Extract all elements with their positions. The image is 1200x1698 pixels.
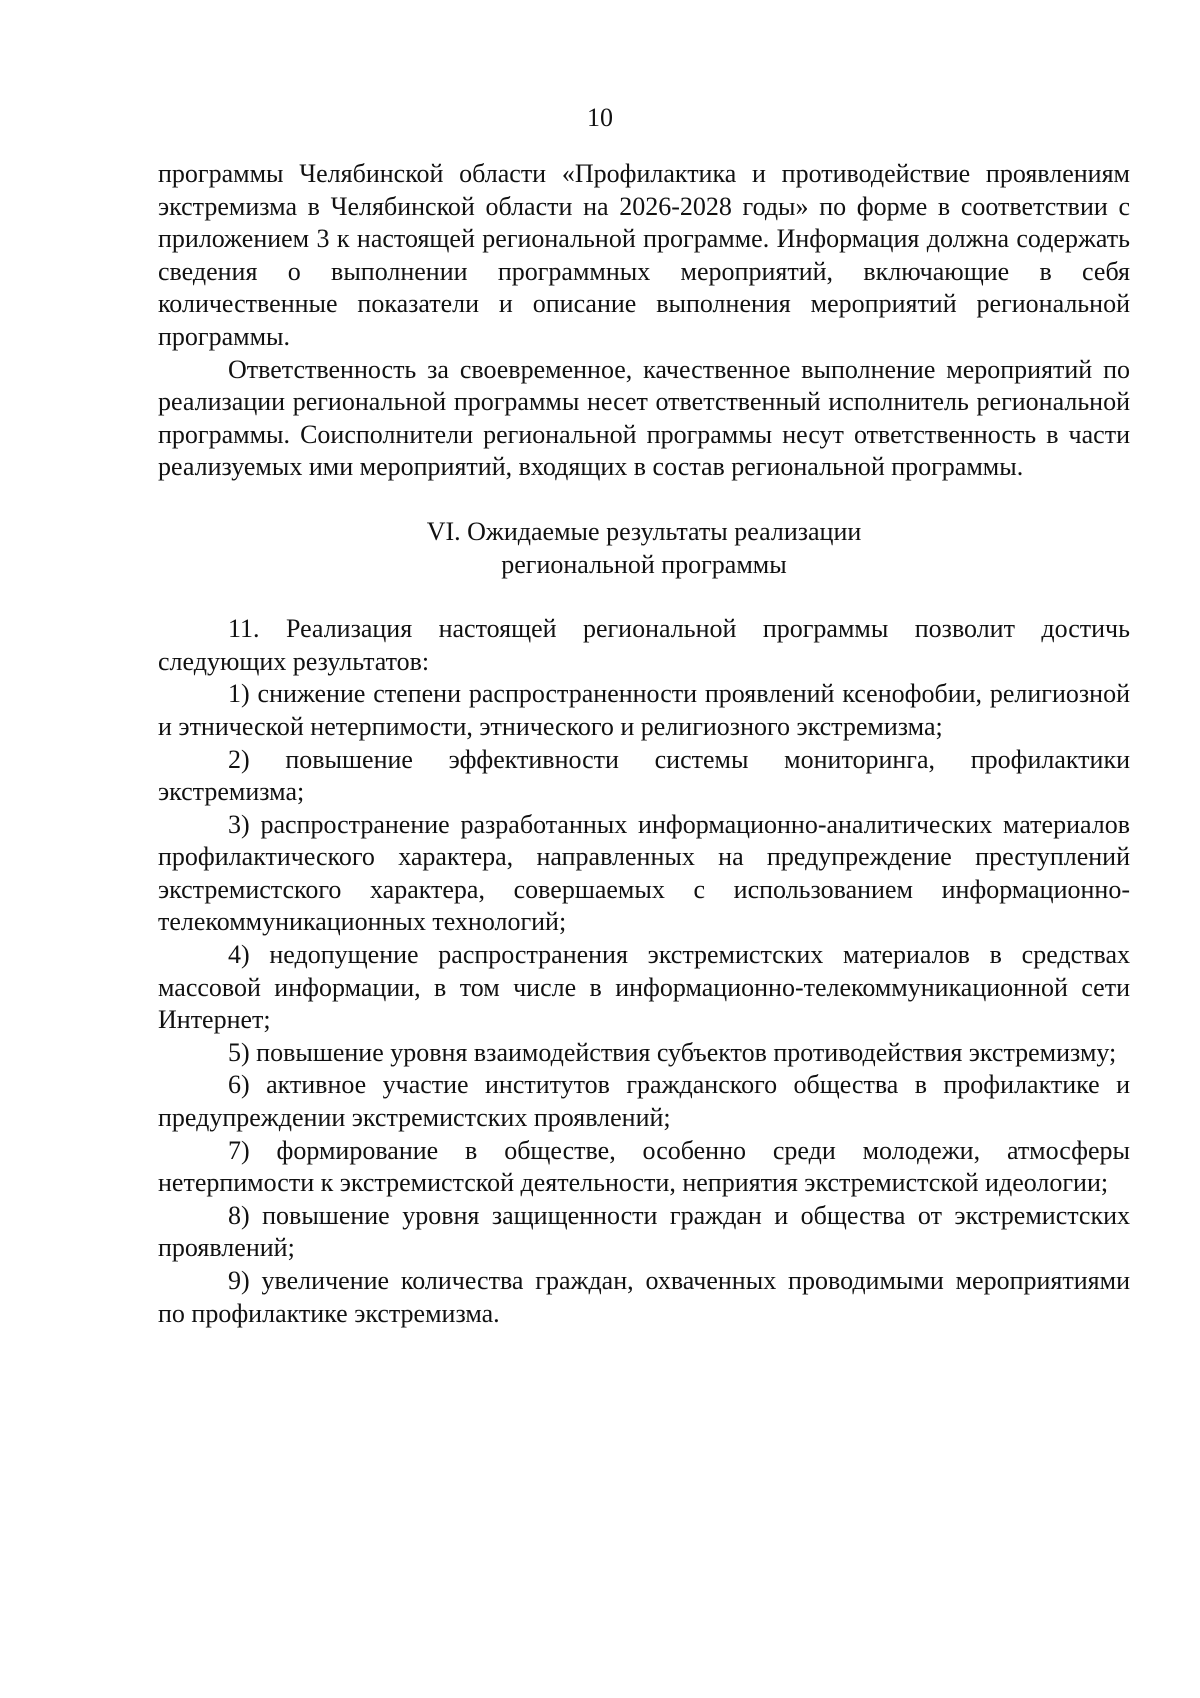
section-heading-line-2: региональной программы	[501, 549, 787, 579]
section-heading	[158, 516, 1130, 581]
intro-paragraph: программы Челябинской области «Профилактика и противодействие проявлениям экстремизма в Челябинской области на 2026-2028 годы» по форме в соответствии с приложением 3 к настоящей региональной программе. Информация должна содержать сведения о выполнении программных мероприятий, включающие в себя количественные показатели и описание выполнения мероприятий региональной программы.	[158, 159, 1130, 351]
section-heading-line-1: VI. Ожидаемые результаты реализации	[426, 516, 862, 546]
result-item-8: 8) повышение уровня защищенности граждан и общества от экстремистских проявлений;	[158, 1200, 1130, 1263]
result-item-6: 6) активное участие институтов гражданского общества в профилактике и предупреждении экстремистских проявлений;	[158, 1070, 1130, 1133]
result-item-2: 2) повышение эффективности системы мониторинга, профилактики экстремизма;	[158, 744, 1130, 807]
clause-11: 11. Реализация настоящей региональной программы позволит достичь следующих результатов:	[158, 614, 1130, 676]
document-body	[158, 158, 1130, 1330]
result-item-9: 9) увеличение количества граждан, охваченных проводимыми мероприятиями по профилактике экстремизма.	[158, 1266, 1130, 1328]
result-item-1: 1) снижение степени распространенности проявлений ксенофобии, религиозной и этнической нетерпимости, этнического и религиозного экстремизма;	[158, 679, 1130, 741]
page-number: 10	[587, 103, 613, 132]
result-item-7: 7) формирование в обществе, особенно среди молодежи, атмосферы нетерпимости к экстремистской деятельности, неприятия экстремистской идеологии;	[158, 1135, 1130, 1198]
result-item-5: 5) повышение уровня взаимодействия субъектов противодействия экстремизму;	[228, 1037, 1117, 1067]
result-item-3: 3) распространение разработанных информационно-аналитических материалов профилактического характера, направленных на предупреждение преступлений экстремистского характера, совершаемых с использованием информационно-телекоммуникационных технологий;	[158, 809, 1130, 937]
result-item-4: 4) недопущение распространения экстремистских материалов в средствах массовой информации, в том числе в информационно-телекоммуникационной сети Интернет;	[158, 940, 1130, 1035]
responsibility-paragraph: Ответственность за своевременное, качественное выполнение мероприятий по реализации региональной программы несет ответственный исполнитель региональной программы. Соисполнители региональной программы несут ответственность в части реализуемых ими мероприятий, входящих в состав региональной программы.	[158, 354, 1130, 482]
